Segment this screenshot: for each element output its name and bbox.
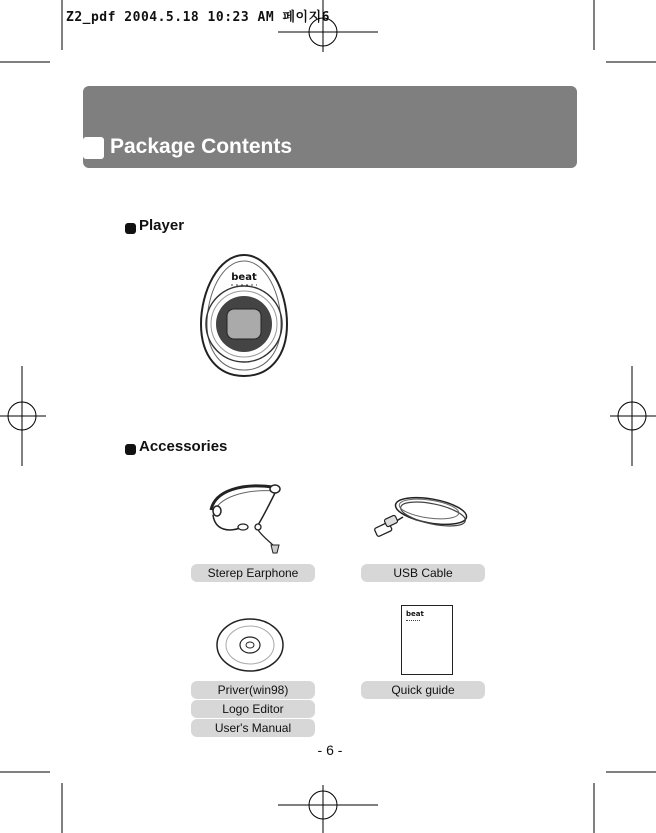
title-square-icon [83,137,104,159]
quick-guide-label: Quick guide [361,681,485,699]
usb-cable-label: USB Cable [361,564,485,582]
page-number: - 6 - [317,742,343,758]
cd-label-logo-editor: Logo Editor [191,700,315,718]
player-illustration [198,252,290,384]
cd-illustration [216,613,286,677]
earphone-label: Sterep Earphone [191,564,315,582]
accessories-heading: Accessories [139,438,228,455]
earphone-illustration [203,475,293,564]
player-bullet-icon [125,223,136,234]
quick-guide-logo: beat [406,610,424,618]
accessories-bullet-icon [125,444,136,455]
page-title: Package Contents [110,135,293,158]
player-heading: Player [139,217,185,234]
player-logo: beat [231,272,257,283]
quick-guide-logo-line [406,620,420,621]
usb-cable-illustration [373,487,473,547]
quick-guide-illustration [401,605,453,675]
cd-label-users-manual: User's Manual [191,719,315,737]
print-header: Z2_pdf 2004.5.18 10:23 AM 페이지6 [66,10,330,25]
cd-label-driver: Priver(win98) [191,681,315,699]
